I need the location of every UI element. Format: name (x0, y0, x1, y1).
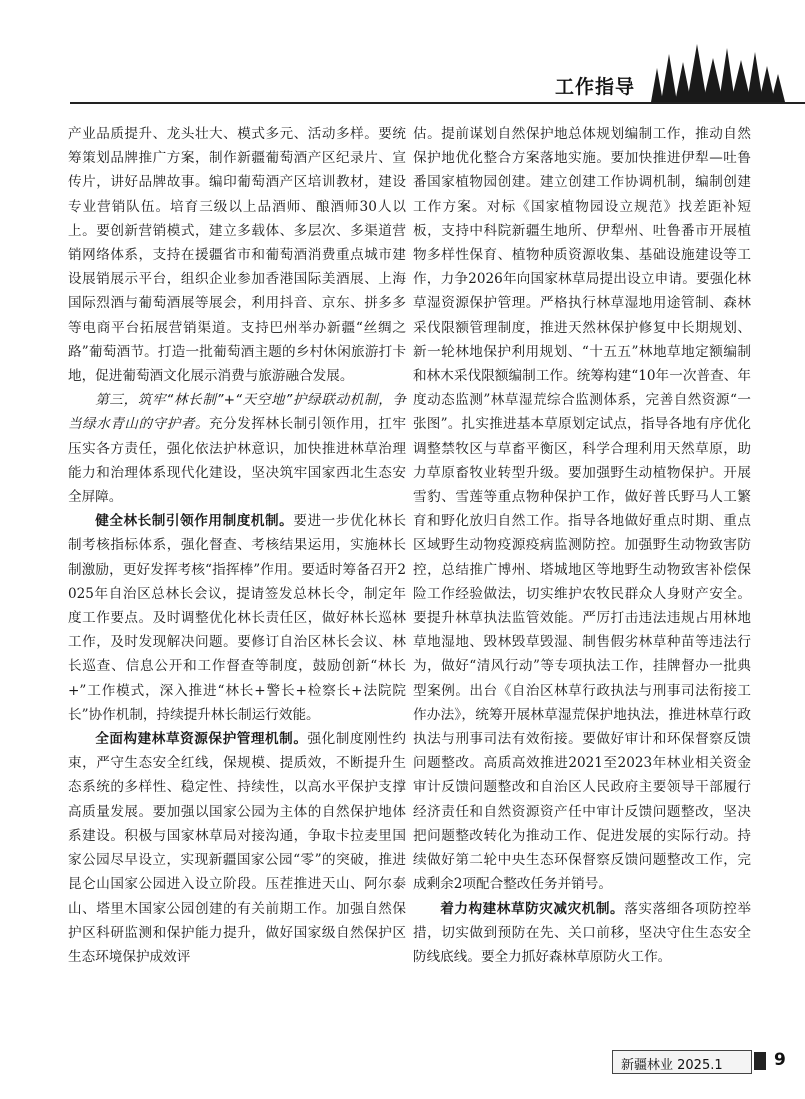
paragraph: 估。提前谋划自然保护地总体规划编制工作，推动自然保护地优化整合方案落地实施。要加快推进伊犁—吐鲁番国家植物园创建。建立创建工作协调机制，编制创建工作方案。对标《国家植物园设立规范》找差距补短板，支持中科院新疆生地所、伊犁州、吐鲁番市开展植物多样性保育、植物种质资源收集、基础设施建设等工作，力争2026年向国家林草局提出设立申请。要强化林草湿资源保护管理。严格执行林草湿地用途管制、森林采伐限额管理制度，推进天然林保护修复中长期规划、新一轮林地保护利用规划、“十五五”林地草地定额编制和林木采伐限额编制工作。统筹构建“10年一次普查、年度动态监测”林草湿荒综合监测体系，完善自然资源“一张图”。扎实推进基本草原划定试点，指导各地有序优化调整禁牧区与草畜平衡区，科学合理利用天然草原，助力草原畜牧业转型升级。要加强野生动植物保护。开展雪豹、雪莲等重点物种保护工作，做好普氏野马人工繁育和野化放归自然工作。指导各地做好重点时期、重点区域野生动物疫源疫病监测防控。加强野生动物致害防控，总结推广博州、塔城地区等地野生动物致害补偿保险工作经验做法，切实维护农牧民群众人身财产安全。要提升林草执法监管效能。严厉打击违法违规占用林地草地湿地、毁林毁草毁湿、制售假劣林草种苗等违法行为，做好“清风行动”等专项执法工作，挂牌督办一批典型案例。出台《自治区林草行政执法与刑事司法衔接工作办法》，统筹开展林草湿荒保护地执法，推进林草行政执法与刑事司法有效衔接。要做好审计和环保督察反馈问题整改。高质高效推进2021至2023年林业相关资金审计反馈问题整改和自治区人民政府主要领导干部履行经济责任和自然资源资产任中审计反馈问题整改，坚决把问题整改转化为推动工作、促进发展的实际行动。持续做好第二轮中央生态环保督察反馈问题整改工作，完成剩余2项配合整改任务并销号。 (413, 126, 751, 893)
section-heading: 第三，筑牢“林长制”+“天空地”护绿联动机制，争当绿水青山的守护者。 (68, 392, 406, 433)
page-header (0, 0, 805, 112)
paragraph: 健全林长制引领作用制度机制。要进一步优化林长制考核指标体系，强化督查、考核结果运用，实施林长制激励，更好发挥考核“指挥棒”作用。要适时筹备召开2025年自治区总林长会议，提请签发总林长令，制定年度工作要点。及时调整优化林长责任区，做好林长巡林工作，及时发现解决问题。要修订自治区林长会议、林长巡查、信息公开和工作督查等制度，鼓励创新“林长+”工作模式，深入推进“林长+警长+检察长+法院院长”协作机制，持续提升林长制运行效能。 (68, 513, 407, 723)
journal-box (612, 1050, 752, 1074)
paragraph: 着力构建林草防灾减灾机制。落实落细各项防控举措，切实做到预防在先、关口前移，坚决守住生态安全防线底线。要全力抓好森林草原防火工作。 (413, 900, 752, 965)
section-title: 工作指导 (554, 76, 635, 98)
paragraph-lead: 健全林长制引领作用制度机制。 (95, 513, 294, 530)
right-column (413, 122, 751, 969)
footer-marker (754, 1052, 766, 1070)
page-number: 9 (774, 1050, 786, 1070)
journal-name: 新疆林业 2025.1 (621, 1058, 723, 1073)
paragraph: 产业品质提升、龙头壮大、模式多元、活动多样。要统筹策划品牌推广方案，制作新疆葡萄酒产区纪录片、宣传片，讲好品牌故事。编印葡萄酒产区培训教材，建设专业营销队伍。培育三级以上品酒师、酿酒师30人以上。要创新营销模式，建立多载体、多层次、多渠道营销网络体系，支持在援疆省市和葡萄酒消费重点城市建设展销展示平台，组织企业参加香港国际美酒展、上海国际烈酒与葡萄酒展等展会，利用抖音、京东、拼多多等电商平台拓展营销渠道。支持巴州举办新疆“丝绸之路”葡萄酒节。打造一批葡萄酒主题的乡村休闲旅游打卡地，促进葡萄酒文化展示消费与旅游融合发展。 (68, 126, 406, 385)
paragraph: 第三，筑牢“林长制”+“天空地”护绿联动机制，争当绿水青山的守护者。充分发挥林长制引领作用，扛牢压实各方责任，强化依法护林意识，加快推进林草治理能力和治理体系现代化建设，坚决筑牢国家西北生态安全屏障。 (68, 392, 406, 506)
tree-silhouette-icon (647, 40, 787, 102)
page-footer (612, 1050, 805, 1074)
paragraph-lead: 全面构建林草资源保护管理机制。 (95, 731, 308, 748)
left-column (68, 122, 406, 969)
paragraph-lead: 着力构建林草防灾减灾机制。 (440, 900, 625, 917)
paragraph: 全面构建林草资源保护管理机制。强化制度刚性约束，严守生态安全红线，保规模、提质效，不断提升生态系统的多样性、稳定性、持续性，以高水平保护支撑高质量发展。要加强以国家公园为主体的自然保护地体系建设。积极与国家林草局对接沟通，争取卡拉麦里国家公园尽早设立，实现新疆国家公园“零”的突破，推进昆仑山国家公园进入设立阶段。压茬推进天山、阿尔泰山、塔里木国家公园创建的有关前期工作。加强自然保护区科研监测和保护能力提升，做好国家级自然保护区生态环境保护成效评 (68, 731, 407, 965)
header-rule (70, 102, 805, 104)
